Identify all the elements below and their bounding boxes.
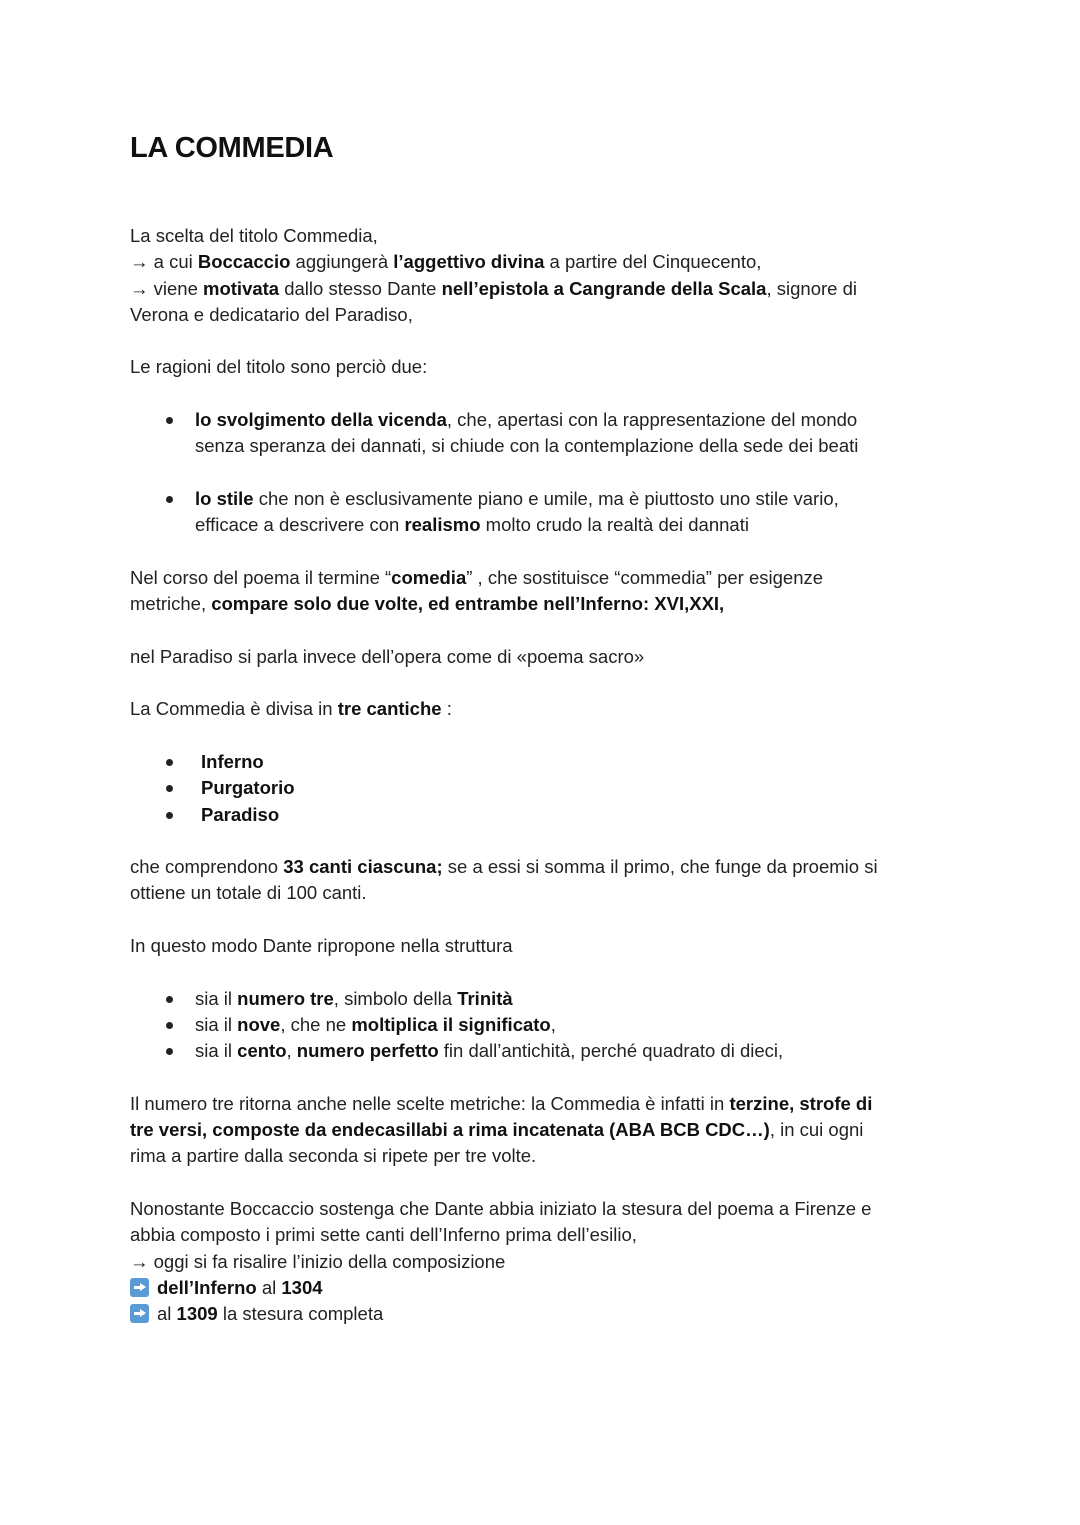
cantiche-list — [130, 749, 950, 828]
list-item: sia il nove, che ne moltiplica il significato, — [130, 1012, 950, 1038]
list-item: sia il numero tre, simbolo della Trinità — [130, 986, 950, 1012]
right-arrow-icon — [130, 1278, 149, 1297]
composizione-line-1: Nonostante Boccaccio sostenga che Dante abbia iniziato la stesura del poema a Firenze e — [130, 1197, 872, 1219]
list-item: sia il cento, numero perfetto fin dall’antichità, perché quadrato di dieci, — [130, 1038, 950, 1064]
reasons-lead: Le ragioni del titolo sono perciò due: — [130, 356, 428, 378]
struttura-lead: In questo modo Dante ripropone nella struttura — [130, 935, 513, 957]
intro-line-3: → viene motivata dallo stesso Dante nell’epistola a Cangrande della Scala, signore di — [130, 277, 857, 299]
list-item: Inferno — [130, 749, 950, 775]
composizione-line-2: abbia composto i primi sette canti dell’Inferno prima dell’esilio, — [130, 1224, 637, 1246]
right-arrow-icon — [130, 1304, 149, 1323]
intro-line-4: Verona e dedicatario del Paradiso, — [130, 303, 413, 325]
page-title: LA COMMEDIA — [130, 132, 334, 164]
reasons-list — [130, 407, 950, 460]
document-body — [130, 223, 950, 1327]
metrica-paragraph: Il numero tre ritorna anche nelle scelte metriche: la Commedia è infatti in terzine, strofe di tre versi, composte da endecasillabi a rima incatenata (ABA BCB CDC…), in cui ogni rima a partire dalla seconda si ripete per tre volte. — [130, 1092, 873, 1167]
struttura-list — [130, 986, 950, 1065]
intro-line-1: La scelta del titolo Commedia, — [130, 225, 378, 246]
composizione-line-4: dell’Inferno al 1304 — [130, 1275, 950, 1301]
list-item: Paradiso — [130, 802, 950, 828]
cantiche-lead: La Commedia è divisa in tre cantiche : — [130, 698, 452, 720]
intro-line-2: → a cui Boccaccio aggiungerà l’aggettivo divina a partire del Cinquecento, — [130, 251, 762, 273]
composizione-line-3: → oggi si fa risalire l’inizio della composizione — [130, 1250, 506, 1272]
reasons-list-2 — [130, 486, 950, 539]
paradiso-line: nel Paradiso si parla invece dell’opera come di «poema sacro» — [130, 645, 645, 667]
list-item: Purgatorio — [130, 775, 950, 801]
list-item: lo stile che non è esclusivamente piano e umile, ma è piuttosto uno stile vario, efficace a descrivere con realismo molto crudo la realtà dei dannati — [130, 486, 950, 539]
comedia-paragraph: Nel corso del poema il termine “comedia” , che sostituisce “commedia” per esigenze metriche, compare solo due volte, ed entrambe nell’Inferno: XVI,XXI, — [130, 566, 824, 615]
canti-paragraph: che comprendono 33 canti ciascuna; se a essi si somma il primo, che funge da proemio si ottiene un totale di 100 canti. — [130, 856, 878, 904]
composizione-line-5: al 1309 la stesura completa — [130, 1301, 950, 1327]
list-item: lo svolgimento della vicenda, che, apertasi con la rappresentazione del mondo senza speranza dei dannati, si chiude con la contemplazione della sede dei beati — [130, 407, 950, 460]
